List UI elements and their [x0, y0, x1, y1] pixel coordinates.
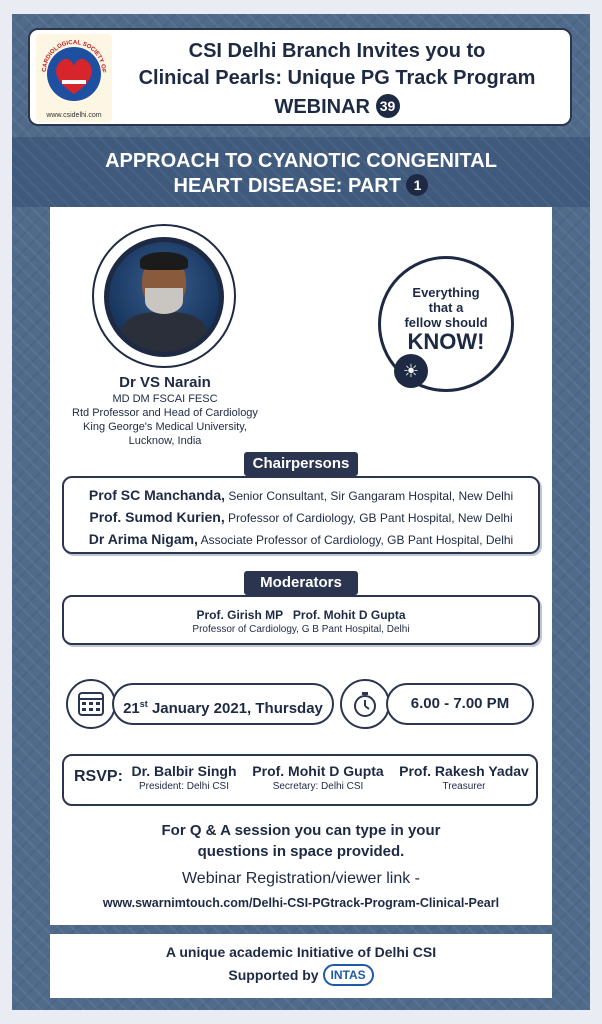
- chairpersons-heading: Chairpersons: [244, 452, 358, 476]
- registration-link[interactable]: www.swarnimtouch.com/Delhi-CSI-PGtrack-Program-Clinical-Pearl: [102, 896, 500, 910]
- csi-logo: [36, 34, 112, 122]
- program-line: Clinical Pearls: Unique PG Track Program: [138, 67, 536, 89]
- speaker-location: Lucknow, India: [128, 435, 202, 447]
- logo-ring-text: CARDIOLOGICAL SOCIETY OF: [41, 39, 107, 73]
- chairpersons-box: [62, 476, 540, 554]
- supported-by-row: [50, 962, 552, 988]
- topic-title-line2-row: [12, 173, 590, 199]
- stopwatch-icon: [340, 679, 390, 729]
- heart-emblem-icon: [36, 34, 112, 110]
- footer-initiative: A unique academic Initiative of Delhi CSI: [165, 944, 437, 960]
- chairperson-name: Prof. Sumod Kurien,: [89, 509, 225, 525]
- lightbulb-icon: ☀: [394, 354, 428, 388]
- chairperson-row: [64, 485, 538, 507]
- topic-title-band: [12, 137, 590, 207]
- logo-url: www.csidelhi.com: [46, 112, 102, 119]
- rsvp-person: [396, 763, 532, 794]
- chairperson-name: Prof SC Manchanda,: [88, 487, 225, 503]
- supported-by-label: Supported by: [228, 967, 319, 983]
- speaker-institution: King George's Medical University,: [83, 421, 247, 433]
- rsvp-person-role: Treasurer: [442, 781, 486, 792]
- chairperson-row: [64, 529, 538, 551]
- rsvp-person: [250, 763, 386, 794]
- speaker-degrees: MD DM FSCAI FESC: [112, 393, 218, 405]
- rsvp-person-name: Dr. Balbir Singh: [131, 763, 237, 779]
- rsvp-person-role: Secretary: Delhi CSI: [272, 781, 364, 792]
- speaker-name: Dr VS Narain: [119, 374, 211, 391]
- callout-line4: KNOW!: [407, 329, 485, 354]
- footer: [50, 934, 552, 998]
- rsvp-label: RSVP:: [74, 768, 123, 785]
- chairperson-name: Dr Arima Nigam,: [88, 531, 198, 547]
- qa-line2: questions in space provided.: [197, 843, 405, 860]
- date-suffix: st: [139, 699, 148, 709]
- speaker-role: Rtd Professor and Head of Cardiology: [72, 407, 258, 419]
- chairperson-row: [64, 507, 538, 529]
- rsvp-person-role: President: Delhi CSI: [138, 781, 230, 792]
- invite-line: CSI Delhi Branch Invites you to: [188, 40, 486, 62]
- time-box: 6.00 - 7.00 PM: [386, 683, 534, 725]
- qa-line1: For Q & A session you can type in your: [161, 822, 441, 839]
- callout-line2: that a: [428, 300, 464, 315]
- sponsor-logo: INTAS: [323, 964, 374, 986]
- speaker-info: [60, 374, 270, 448]
- chairperson-desc: Associate Professor of Cardiology, GB Pant Hospital, Delhi: [197, 533, 514, 547]
- date-box: [112, 683, 334, 725]
- header-banner: [28, 28, 572, 126]
- chairperson-desc: Professor of Cardiology, GB Pant Hospital, New Delhi: [224, 511, 513, 525]
- callout-line1: Everything: [412, 285, 480, 300]
- chairperson-desc: Senior Consultant, Sir Gangaram Hospital, New Delhi: [225, 489, 514, 503]
- date-rest: January 2021, Thursday: [147, 700, 323, 717]
- topic-title-line1: APPROACH TO CYANOTIC CONGENITAL: [105, 150, 497, 172]
- rsvp-person: [128, 763, 240, 794]
- callout-line3: fellow should: [404, 315, 488, 330]
- webinar-label-row: [114, 92, 560, 122]
- webinar-number-badge: 39: [376, 94, 400, 118]
- part-number-badge: 1: [406, 174, 428, 196]
- moderator-names: Prof. Girish MP Prof. Mohit D Gupta: [196, 608, 406, 622]
- registration-label: Webinar Registration/viewer link -: [181, 870, 420, 887]
- rsvp-person-name: Prof. Mohit D Gupta: [252, 763, 384, 779]
- moderators-box: [62, 595, 540, 645]
- speaker-photo: [104, 237, 224, 357]
- rsvp-box: [62, 754, 538, 806]
- calendar-icon: [66, 679, 116, 729]
- qa-note: [60, 820, 542, 862]
- topic-title-line2: HEART DISEASE: PART: [173, 175, 401, 197]
- moderators-heading: Moderators: [244, 571, 358, 595]
- moderator-desc: Professor of Cardiology, G B Pant Hospital, Delhi: [192, 624, 410, 635]
- date-day: 21: [123, 700, 140, 717]
- webinar-label: WEBINAR: [274, 96, 370, 118]
- rsvp-person-name: Prof. Rakesh Yadav: [399, 763, 529, 779]
